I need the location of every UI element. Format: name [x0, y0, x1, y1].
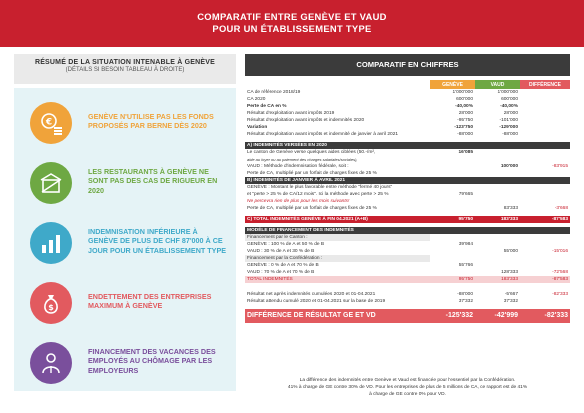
table-row: VAUD : 70 % de A et 70 % de B 128'333 -72'568 [247, 269, 568, 275]
footnote: La différence des indemnités entre Genève et Vaud est financée pour l'essentiel par la Confédération. 41% à charge de GE contre 30% de VD. Pour les entreprises de plus de 5 millions de CA, ce rapport est de 41% à charge de GE contre 0% pour VD. [287, 378, 528, 397]
summary-text: LES RESTAURANTS À GENÈVE NE SONT PAS DES CAS DE RIGUEUR EN 2020 [88, 166, 218, 195]
table-row: aide au loyer ou au paiement des charges salariales/sociales), [247, 156, 358, 162]
svg-text:€: € [45, 117, 53, 128]
financing-header: MODÈLE DE FINANCEMENT DES INDEMNITÉS [245, 227, 570, 234]
table-header-row [245, 80, 570, 89]
left-summary-panel [14, 88, 236, 391]
table-row: Financement par la Confédération : [245, 255, 570, 262]
title-banner [0, 0, 584, 47]
table-row: Résultat d'exploitation avant impôts et indemnités 2020 -95'750 -101'000 [247, 117, 518, 123]
table-row: Variation -123'750 -129'000 [247, 124, 518, 130]
summary-item-funds [14, 96, 236, 146]
table-row: VAUD : 30 % de A et 30 % de B 55'000 -15'016 [247, 248, 568, 254]
section-b-header: B) INDEMNITÉS DE JANVIER À AVRIL 2021 [245, 177, 570, 184]
financing-total-row: TOTAL INDEMNITÉS 95'750 183'333 -87'583 [247, 276, 568, 282]
table-row: Ne percevra rien de plus pour les mois suivants! [247, 198, 350, 204]
left-subheading: (DÉTAILS SI BESOIN TABLEAU À DROITE) [65, 67, 185, 73]
summary-text: INDEMNISATION INFÉRIEURE À GENÈVE DE PLUS DE CHF 87'000 À CE JOUR POUR UN ÉTABLISSEMENT TYPE [88, 226, 227, 255]
summary-item-holidays [14, 336, 236, 386]
summary-text: FINANCEMENT DES VACANCES DES EMPLOYÉS AU CHÔMAGE PAR LES EMPLOYEURS [88, 346, 216, 375]
title-line-2: POUR UN ÉTABLISSEMENT TYPE [212, 23, 372, 34]
svg-text:$: $ [48, 303, 54, 312]
euro-coins-icon [30, 102, 72, 144]
table-row: Financement par le Canton : [245, 234, 570, 241]
summary-item-indemnity [14, 216, 236, 266]
closed-restaurant-icon [30, 162, 72, 204]
table-row: Perte de CA, multiplié par un forfait de charges fixes de 25 % 83'333 -3'668 [247, 205, 568, 211]
result-difference-row: DIFFÉRENCE DE RÉSULTAT GE ET VD -125'332 -42'999 -82'333 [245, 309, 570, 323]
table-row: CA 2020 600'000 600'000 [247, 96, 518, 102]
table-row: GENÈVE : 100 % de A et 50 % de B 39'984 [247, 241, 473, 247]
table-row: VAUD : Méthode d'indemnisation fédérale, soit : 100'000 -83'915 [247, 163, 568, 169]
summary-item-debt [14, 276, 236, 326]
table-row: CA de référence 2018/19 1'000'000 1'000'000 [247, 89, 518, 95]
table-row: et "perte > 25 % de CA/12 mois". Ici la méthode avec perte > 25 % 79'665 [247, 191, 473, 197]
money-bag-icon [30, 282, 72, 324]
left-heading: RÉSUMÉ DE LA SITUATION INTENABLE À GENÈVE [34, 59, 216, 66]
section-a-header: A) INDEMNITÉS VERSÉES EN 2020 [245, 142, 570, 149]
table-row: Résultat attendu cumulé 2020 et 01-04.2021 sur la base de 2019 37'332 37'332 [247, 298, 518, 304]
table-row: Perte de CA en % -40,00% -40,00% [247, 103, 518, 109]
table-row: Le canton de Genève verse quelques aides ciblées (50.-/m², 16'085 [247, 149, 473, 155]
table-row: Résultat net après indemnités cumulées 2020 et 01-04.2021 -88'000 -5'667 -82'333 [247, 291, 568, 297]
bar-chart-icon [30, 222, 72, 264]
table-row: GENÈVE : Montant le plus favorable entre méthode "fermé 40 jours" [247, 184, 393, 190]
table-row: Perte de CA, multiplié par un forfait de charges fixes de 25 % [247, 170, 377, 176]
section-c-total: C) TOTAL INDEMNITÉS GENÈVE À FIN 04.2021 (A+B) 95'750 183'333 -87'583 [247, 216, 568, 222]
col-header-geneve: GENÈVE [430, 80, 475, 89]
comparison-panel [245, 54, 570, 323]
table-row: GENÈVE : 0 % de A et 70 % de B 55'766 [247, 262, 473, 268]
col-header-difference: DIFFÉRENCE [520, 80, 570, 89]
col-header-vaud: VAUD [475, 80, 520, 89]
title-line-1: COMPARATIF ENTRE GENÈVE ET VAUD [197, 11, 387, 22]
summary-text: GENÈVE N'UTILISE PAS LES FONDS PROPOSÉS PAR BERNE DÈS 2020 [88, 111, 214, 130]
table-row: Résultat d'exploitation avant impôts 2019 28'000 28'000 [247, 110, 518, 116]
employee-icon [30, 342, 72, 384]
summary-text: ENDETTEMENT DES ENTREPRISES MAXIMUM À GENÈVE [88, 291, 212, 310]
comparison-table [245, 76, 570, 323]
comparison-heading: COMPARATIF EN CHIFFRES [245, 54, 570, 76]
table-row: Résultat d'exploitation avant impôts et indemnité de janvier à avril 2021 -88'000 -88'000 [247, 131, 518, 137]
left-heading-box [14, 54, 236, 84]
summary-item-restaurants [14, 156, 236, 206]
